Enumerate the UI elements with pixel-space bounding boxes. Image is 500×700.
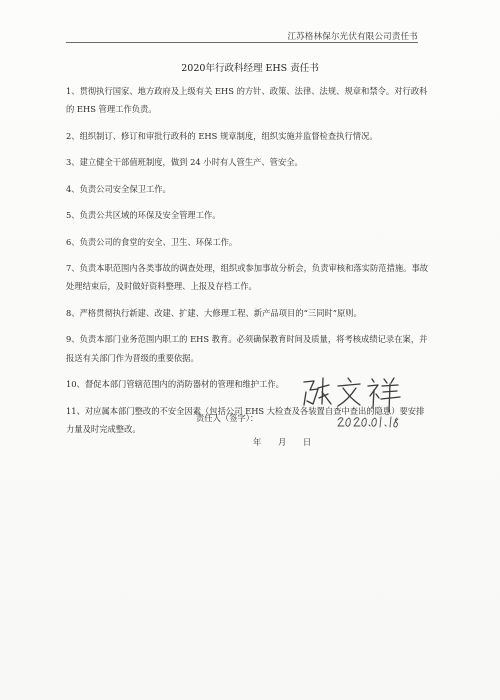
date-year-label: 年 (253, 437, 262, 447)
clause-9: 9、负责本部门业务范围内职工的 EHS 教育。必须确保教育时间及质量，将考核成绩记录在案，并报送有关部门作为晋级的重要依据。 (66, 334, 428, 363)
clause-2: 2、组织制订、修订和审批行政科的 EHS 规章制度，组织实施并监督检查执行情况。 (66, 130, 378, 141)
clause-8: 8、严格贯彻执行新建、改建、扩建、大修理工程、新产品项目的“三同时”原则。 (66, 307, 362, 318)
date-month-label: 月 (277, 437, 287, 447)
clause-7: 7、负责本职范围内各类事故的调查处理，组织或参加事故分析会，负责审核和落实防范措施。事故处理结束后，及时做好资料整理、上报及存档工作。 (66, 263, 429, 292)
handwritten-signature (298, 374, 418, 438)
document-header: 江苏格林保尔光伏有限公司责任书 (287, 32, 418, 42)
header-divider (66, 42, 418, 43)
date-day-label: 日 (302, 437, 312, 447)
clause-10: 10、督促本部门管辖范围内的消防器材的管理和维护工作。 (66, 379, 284, 390)
document-title: 2020年行政科经理 EHS 责任书 (181, 63, 319, 74)
clause-1: 1、贯彻执行国家、地方政府及上级有关 EHS 的方针、政策、法律、法规、规章和禁令。对行政科的 EHS 管理工作负责。 (66, 86, 428, 115)
clause-11: 11、对应属本部门整改的不安全因素（包括公司 EHS 大检查及各装置自查中查出的隐患）要安排力量及时完成整改。 (66, 405, 425, 434)
clause-5: 5、负责公共区域的环保及安全管理工作。 (66, 210, 221, 221)
signature-label: 责任人（签字）： (196, 413, 259, 423)
clause-3: 3、建立健全干部值班制度，做到 24 小时有人管生产、管安全。 (66, 157, 303, 168)
clause-6: 6、负责公司的食堂的安全、卫生、环保工作。 (66, 236, 238, 247)
clause-4: 4、负责公司安全保卫工作。 (66, 183, 171, 194)
